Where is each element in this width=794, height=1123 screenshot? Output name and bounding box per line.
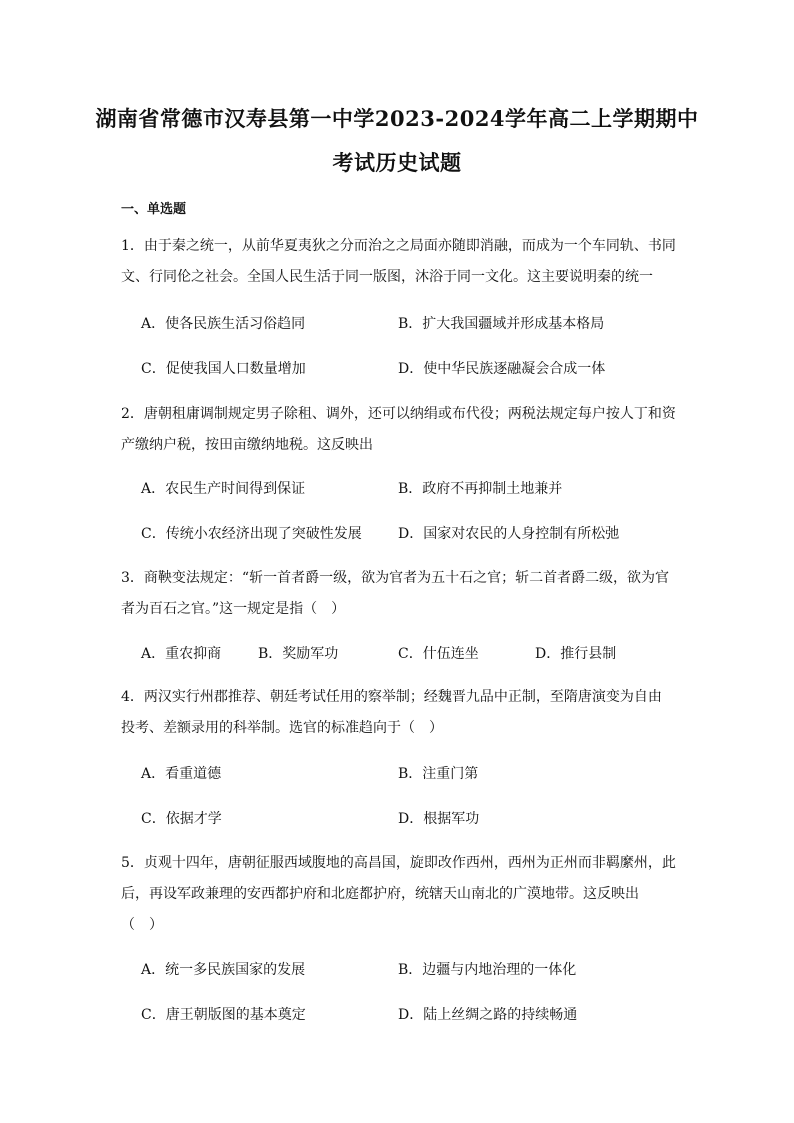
question-1-option-a: A．使各民族生活习俗趋同 bbox=[141, 316, 306, 332]
question-4-stem-line-2: 投考、差额录用的科举制。选官的标准趋向于（ ） bbox=[121, 720, 443, 736]
question-5-stem-line-3: （ ） bbox=[121, 917, 163, 933]
question-2-option-a: A．农民生产时间得到保证 bbox=[141, 481, 306, 497]
question-5-option-d: D．陆上丝绸之路的持续畅通 bbox=[398, 1007, 578, 1023]
question-4-option-b: B．注重门第 bbox=[398, 766, 479, 782]
question-1-stem-line-1: 1．由于秦之统一，从前华夏夷狄之分而治之之局面亦随即消融，而成为一个车同轨、书同 bbox=[121, 238, 676, 254]
question-2-option-b: B．政府不再抑制土地兼并 bbox=[398, 481, 563, 497]
document-title-line-2: 考试历史试题 bbox=[332, 150, 462, 175]
question-4-option-c: C．依据才学 bbox=[141, 811, 222, 827]
question-3-stem-line-2: 者为百石之官。”这一规定是指（ ） bbox=[121, 601, 346, 617]
question-3-option-c: C．什伍连坐 bbox=[398, 646, 479, 662]
section-heading: 一、单选题 bbox=[121, 202, 187, 217]
question-1-stem-line-2: 文、行同伦之社会。全国人民生活于同一版图，沐浴于同一文化。这主要说明秦的统一 bbox=[121, 269, 653, 285]
document-title-line-1: 湖南省常德市汉寿县第一中学2023-2024学年高二上学期期中 bbox=[95, 106, 699, 131]
question-2-option-c: C．传统小农经济出现了突破性发展 bbox=[141, 526, 362, 542]
question-5-option-c: C．唐王朝版图的基本奠定 bbox=[141, 1007, 306, 1023]
question-1-option-c: C．促使我国人口数量增加 bbox=[141, 361, 306, 377]
question-2-option-d: D．国家对农民的人身控制有所松弛 bbox=[398, 526, 620, 542]
question-5-stem-line-1: 5．贞观十四年，唐朝征服西域腹地的高昌国，旋即改作西州，西州为正州而非羁縻州，此 bbox=[121, 855, 676, 871]
question-3-option-d: D．推行县制 bbox=[535, 646, 617, 662]
question-1-option-d: D．使中华民族逐融凝会合成一体 bbox=[398, 361, 606, 377]
question-2-stem-line-2: 产缴纳户税，按田亩缴纳地税。这反映出 bbox=[121, 437, 373, 453]
question-4-option-a: A．看重道德 bbox=[141, 766, 222, 782]
question-5-option-a: A．统一多民族国家的发展 bbox=[141, 962, 306, 978]
question-5-option-b: B．边疆与内地治理的一体化 bbox=[398, 962, 577, 978]
question-2-stem-line-1: 2．唐朝租庸调制规定男子除租、调外，还可以纳绢或布代役；两税法规定每户按人丁和资 bbox=[121, 406, 676, 422]
question-3-option-a: A．重农抑商 bbox=[141, 646, 222, 662]
question-5-stem-line-2: 后，再设军政兼理的安西都护府和北庭都护府，统辖天山南北的广漠地带。这反映出 bbox=[121, 886, 639, 902]
question-1-option-b: B．扩大我国疆域并形成基本格局 bbox=[398, 316, 605, 332]
question-4-option-d: D．根据军功 bbox=[398, 811, 480, 827]
question-3-option-b: B．奖励军功 bbox=[258, 646, 339, 662]
question-4-stem-line-1: 4．两汉实行州郡推荐、朝廷考试任用的察举制；经魏晋九品中正制，至隋唐演变为自由 bbox=[121, 689, 662, 705]
question-3-stem-line-1: 3．商鞅变法规定：“斩一首者爵一级，欲为官者为五十石之官；斩二首者爵二级，欲为官 bbox=[121, 570, 670, 586]
